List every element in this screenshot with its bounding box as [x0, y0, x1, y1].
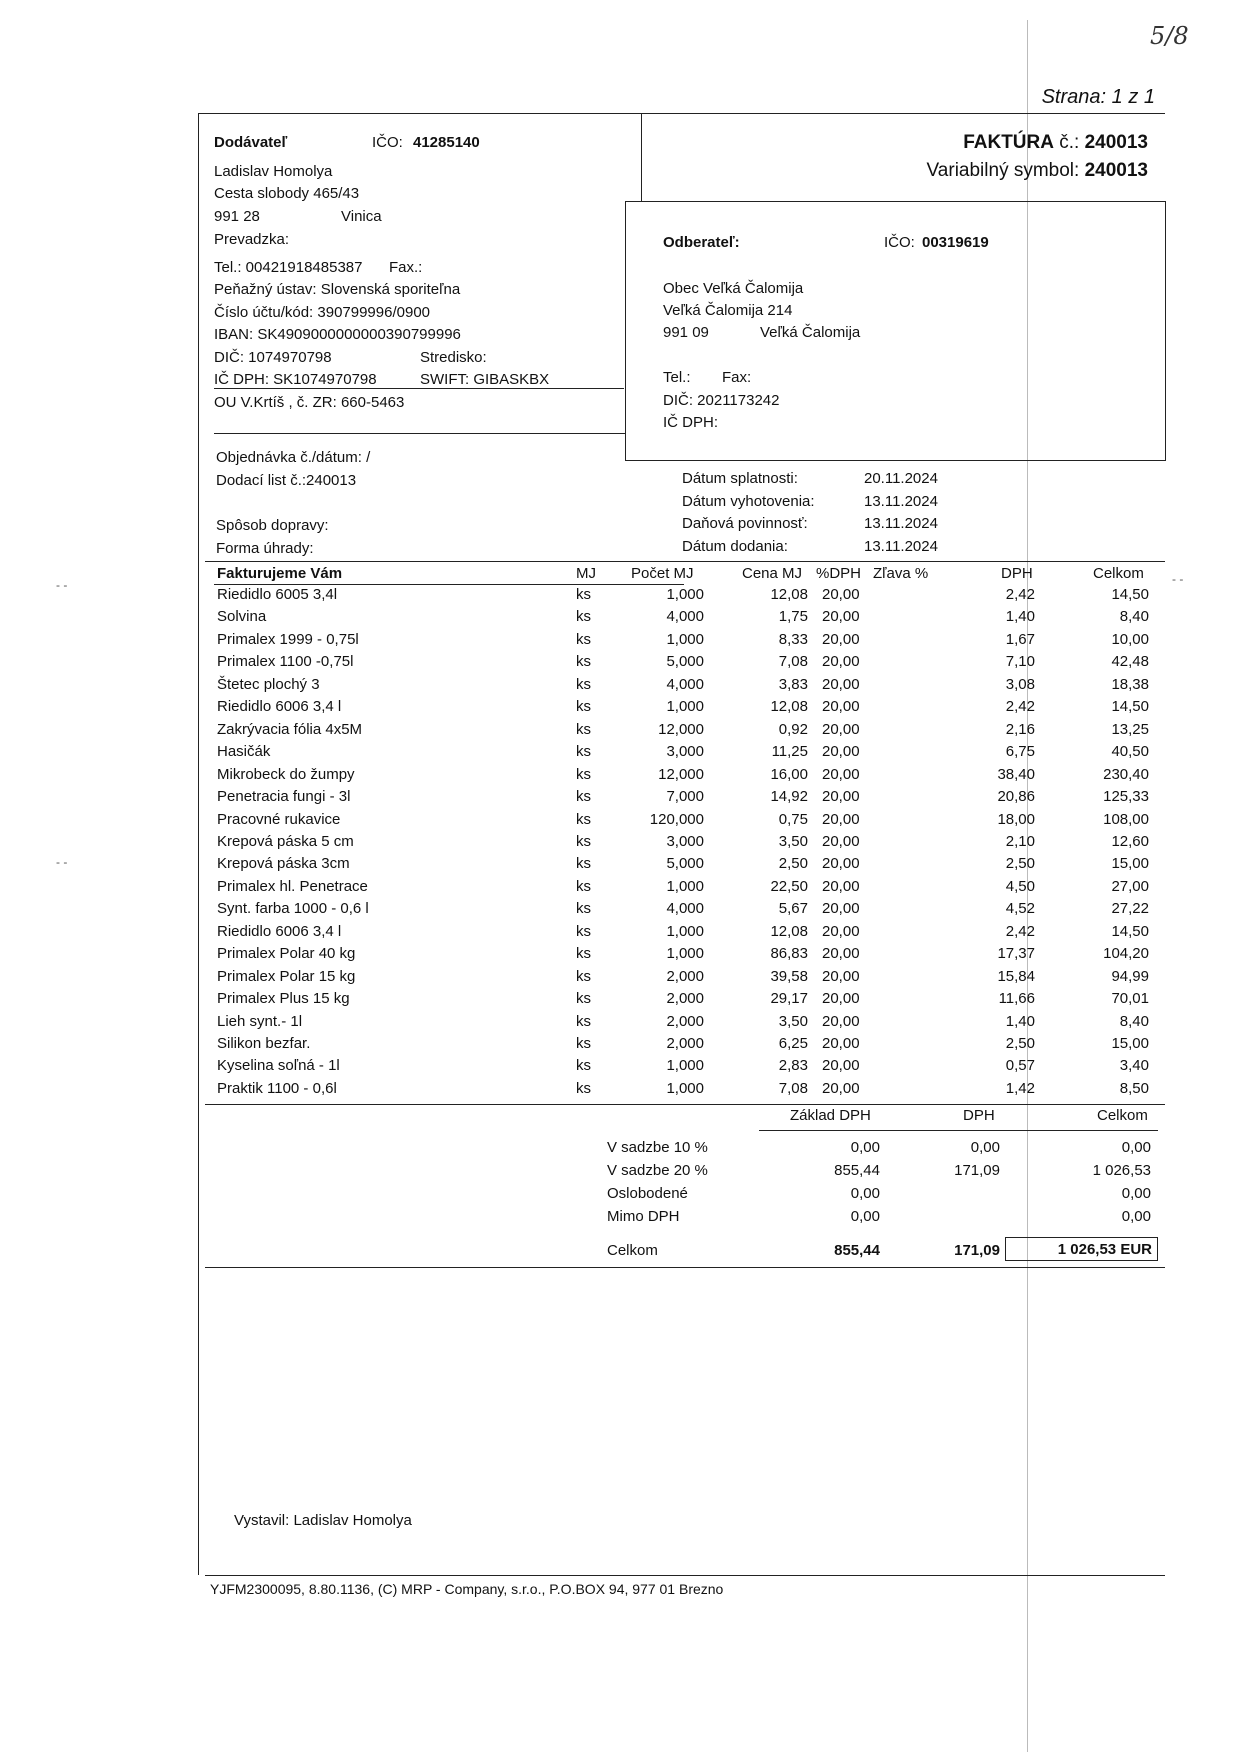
- item-unit-price: 3,50: [778, 832, 808, 850]
- summary-dph: 0,00: [970, 1139, 1000, 1156]
- item-unit-price: 14,92: [770, 788, 808, 806]
- table-row: [0, 653, 1239, 676]
- item-vat: 4,52: [1005, 900, 1035, 918]
- item-unit: ks: [576, 788, 591, 806]
- table-row: [0, 968, 1239, 991]
- item-quantity: 1,000: [666, 586, 704, 603]
- software-footer: YJFM2300095, 8.80.1136, (C) MRP - Company, s.r.o., P.O.BOX 94, 977 01 Brezno: [210, 1581, 724, 1597]
- table-row: [0, 1013, 1239, 1036]
- table-row: [0, 1035, 1239, 1058]
- margin-mark: - -: [56, 578, 68, 592]
- table-row: [0, 855, 1239, 878]
- item-unit-price: 0,75: [778, 810, 808, 828]
- item-vat: 1,40: [1005, 608, 1035, 626]
- table-row: [0, 743, 1239, 766]
- table-row: [0, 833, 1239, 856]
- customer-heading: Odberateľ:: [663, 234, 740, 251]
- item-vat: 17,37: [997, 945, 1035, 963]
- table-body: [0, 586, 1239, 1106]
- item-total: 3,40: [1119, 1057, 1149, 1075]
- supplier-ico-label: IČO:: [372, 134, 403, 151]
- item-unit: ks: [576, 877, 591, 895]
- item-unit: ks: [576, 1035, 591, 1052]
- table-row: [0, 1057, 1239, 1080]
- item-vat-rate: 20,00: [822, 675, 860, 693]
- item-name: Solvina: [217, 608, 267, 626]
- item-vat-rate: 20,00: [822, 967, 860, 985]
- supplier-underline: [214, 388, 624, 389]
- item-quantity: 2,000: [666, 1012, 704, 1030]
- item-vat: 2,10: [1005, 832, 1035, 850]
- item-vat-rate: 20,00: [822, 743, 860, 761]
- item-vat: 2,42: [1005, 698, 1035, 716]
- table-row: [0, 676, 1239, 699]
- date-label: Dátum dodania:: [682, 538, 788, 555]
- customer-street: Veľká Čalomija 214: [663, 302, 793, 319]
- supplier-ico: 41285140: [413, 134, 480, 151]
- item-unit-price: 5,67: [778, 900, 808, 918]
- item-total: 8,40: [1119, 608, 1149, 626]
- supplier-dic: DIČ: 1074970798: [214, 349, 332, 366]
- customer-ico: 00319619: [922, 234, 989, 251]
- item-total: 18,38: [1111, 675, 1149, 693]
- item-total: 125,33: [1103, 788, 1149, 806]
- item-total: 104,20: [1103, 945, 1149, 963]
- item-unit-price: 3,50: [778, 1012, 808, 1030]
- table-row: [0, 811, 1239, 834]
- summary-celkom: 0,00: [1121, 1185, 1151, 1202]
- item-unit: ks: [576, 765, 591, 783]
- table-row: [0, 990, 1239, 1013]
- header-mj: MJ: [576, 565, 596, 582]
- header-pct: %DPH: [816, 565, 862, 582]
- summary-header-underline: [759, 1130, 1158, 1131]
- item-vat: 2,42: [1005, 586, 1035, 603]
- item-vat: 4,50: [1005, 877, 1035, 895]
- item-unit-price: 86,83: [770, 945, 808, 963]
- supplier-prevadzka: Prevadzka:: [214, 231, 290, 248]
- item-vat: 18,00: [997, 810, 1035, 828]
- summary-celkom: 0,00: [1121, 1139, 1151, 1156]
- customer-icdph: IČ DPH:: [663, 414, 719, 431]
- item-name: Synt. farba 1000 - 0,6 l: [217, 900, 369, 918]
- item-total: 230,40: [1103, 765, 1149, 783]
- item-quantity: 12,000: [658, 765, 704, 783]
- item-unit-price: 0,92: [778, 720, 808, 738]
- item-unit-price: 7,08: [778, 1079, 808, 1097]
- summary-zaklad: 0,00: [850, 1208, 880, 1225]
- item-unit-price: 12,08: [770, 586, 808, 603]
- table-row: [0, 766, 1239, 789]
- table-row: [0, 923, 1239, 946]
- item-name: Riedidlo 6006 3,4 l: [217, 922, 342, 940]
- item-vat: 0,57: [1005, 1057, 1035, 1075]
- item-unit: ks: [576, 810, 591, 828]
- table-header-underline: [214, 584, 684, 585]
- item-vat-rate: 20,00: [822, 855, 860, 873]
- item-unit-price: 7,08: [778, 653, 808, 671]
- item-unit: ks: [576, 855, 591, 873]
- table-top-line: [205, 561, 1165, 562]
- table-row: [0, 1080, 1239, 1103]
- item-name: Mikrobeck do žumpy: [217, 765, 355, 783]
- date-label: Daňová povinnosť:: [682, 515, 808, 532]
- frame-bottom-line: [205, 1575, 1165, 1576]
- item-quantity: 1,000: [666, 877, 704, 895]
- date-label: Dátum splatnosti:: [682, 470, 798, 487]
- header-name: Fakturujeme Vám: [217, 565, 343, 582]
- table-bottom-line: [205, 1104, 1165, 1105]
- table-row: [0, 608, 1239, 631]
- summary-zaklad: 0,00: [850, 1139, 880, 1156]
- supplier-tel: Tel.: 00421918485387: [214, 259, 363, 276]
- table-row: [0, 586, 1239, 609]
- summary-celkom: 0,00: [1121, 1208, 1151, 1225]
- item-vat: 3,08: [1005, 675, 1035, 693]
- order-number: Objednávka č./dátum: /: [216, 449, 371, 466]
- item-total: 14,50: [1111, 698, 1149, 716]
- item-name: Pracovné rukavice: [217, 810, 341, 828]
- customer-zip: 991 09: [663, 324, 709, 341]
- delivery-note: Dodací list č.:240013: [216, 472, 357, 489]
- date-value: 20.11.2024: [864, 470, 938, 487]
- supplier-iban: IBAN: SK4909000000000390799996: [214, 326, 461, 343]
- item-quantity: 3,000: [666, 832, 704, 850]
- item-unit-price: 12,08: [770, 922, 808, 940]
- item-name: Primalex Polar 40 kg: [217, 945, 356, 963]
- item-unit-price: 16,00: [770, 765, 808, 783]
- invoice-title-prefix: FAKTÚRA: [963, 132, 1054, 153]
- item-total: 8,40: [1119, 1012, 1149, 1030]
- item-vat-rate: 20,00: [822, 1057, 860, 1075]
- table-row: [0, 878, 1239, 901]
- customer-dic: DIČ: 2021173242: [663, 392, 780, 409]
- item-vat-rate: 20,00: [822, 877, 860, 895]
- item-total: 14,50: [1111, 586, 1149, 603]
- summary-bottom-line: [205, 1267, 1165, 1268]
- issued-by: Vystavil: Ladislav Homolya: [234, 1512, 412, 1529]
- supplier-icdph: IČ DPH: SK1074970798: [214, 371, 377, 388]
- invoice-number: 240013: [1084, 132, 1148, 153]
- item-vat-rate: 20,00: [822, 788, 860, 806]
- item-vat-rate: 20,00: [822, 900, 860, 918]
- handwritten-page-mark: 5/8: [1150, 22, 1189, 50]
- item-unit: ks: [576, 586, 591, 603]
- item-unit-price: 12,08: [770, 698, 808, 716]
- item-total: 27,22: [1111, 900, 1149, 918]
- item-unit: ks: [576, 1057, 591, 1075]
- supplier-zip: 991 28: [214, 208, 260, 225]
- customer-fax: Fax:: [722, 369, 752, 386]
- total-amount: 1 026,53 EUR: [1057, 1241, 1152, 1258]
- date-value: 13.11.2024: [864, 538, 938, 555]
- item-unit-price: 1,75: [778, 608, 808, 626]
- supplier-account: Číslo účtu/kód: 390799996/0900: [214, 304, 430, 321]
- item-vat-rate: 20,00: [822, 586, 860, 603]
- item-name: Penetracia fungi - 3l: [217, 788, 351, 806]
- supplier-stredisko: Stredisko:: [420, 349, 487, 366]
- customer-ico-label: IČO:: [884, 234, 915, 251]
- item-quantity: 1,000: [666, 1079, 704, 1097]
- item-vat-rate: 20,00: [822, 608, 860, 626]
- header-zlava: Zľava %: [873, 565, 929, 582]
- item-unit-price: 39,58: [770, 967, 808, 985]
- item-vat: 2,50: [1005, 855, 1035, 873]
- payment-method: Forma úhrady:: [216, 540, 314, 557]
- item-quantity: 120,000: [649, 810, 704, 828]
- supplier-bank: Peňažný ústav: Slovenská sporiteľna: [214, 281, 461, 298]
- item-total: 70,01: [1111, 990, 1149, 1008]
- total-label: Celkom: [607, 1242, 658, 1259]
- item-unit: ks: [576, 967, 591, 985]
- item-quantity: 7,000: [666, 788, 704, 806]
- item-unit-price: 2,83: [778, 1057, 808, 1075]
- item-vat-rate: 20,00: [822, 1012, 860, 1030]
- item-total: 12,60: [1111, 832, 1149, 850]
- summary-label: Mimo DPH: [607, 1208, 680, 1225]
- item-vat: 1,42: [1005, 1079, 1035, 1097]
- item-name: Praktik 1100 - 0,6l: [217, 1079, 337, 1097]
- summary-dph: 171,09: [954, 1162, 1000, 1179]
- item-quantity: 2,000: [666, 1035, 704, 1052]
- item-total: 94,99: [1111, 967, 1149, 985]
- item-quantity: 1,000: [666, 1057, 704, 1075]
- item-vat: 1,40: [1005, 1012, 1035, 1030]
- summary-zaklad: 0,00: [850, 1185, 880, 1202]
- header-divider: [641, 113, 642, 201]
- item-vat-rate: 20,00: [822, 832, 860, 850]
- table-row: [0, 698, 1239, 721]
- summary-label: V sadzbe 10 %: [607, 1139, 708, 1156]
- item-total: 108,00: [1103, 810, 1149, 828]
- item-unit-price: 22,50: [770, 877, 808, 895]
- item-quantity: 1,000: [666, 922, 704, 940]
- header-dph: DPH: [1001, 565, 1033, 582]
- invoice-title-suffix: č.:: [1059, 132, 1080, 153]
- item-quantity: 4,000: [666, 675, 704, 693]
- item-total: 13,25: [1111, 720, 1149, 738]
- item-total: 27,00: [1111, 877, 1149, 895]
- item-unit: ks: [576, 743, 591, 761]
- margin-mark: - -: [56, 855, 68, 869]
- item-name: Riedidlo 6005 3,4l: [217, 586, 338, 603]
- summary-header-dph: DPH: [963, 1107, 995, 1124]
- item-name: Zakrývacia fólia 4x5M: [217, 720, 363, 738]
- item-unit: ks: [576, 675, 591, 693]
- item-unit: ks: [576, 720, 591, 738]
- item-unit-price: 2,50: [778, 855, 808, 873]
- item-quantity: 2,000: [666, 990, 704, 1008]
- item-total: 40,50: [1111, 743, 1149, 761]
- item-vat-rate: 20,00: [822, 720, 860, 738]
- item-quantity: 3,000: [666, 743, 704, 761]
- supplier-name: Ladislav Homolya: [214, 163, 333, 180]
- header-pocet: Počet MJ: [631, 565, 694, 582]
- item-total: 10,00: [1111, 630, 1149, 648]
- supplier-city: Vinica: [341, 208, 382, 225]
- item-vat: 2,42: [1005, 922, 1035, 940]
- customer-tel: Tel.:: [663, 369, 691, 386]
- item-vat: 6,75: [1005, 743, 1035, 761]
- transport-method: Spôsob dopravy:: [216, 517, 329, 534]
- summary-header-celkom: Celkom: [1097, 1107, 1148, 1124]
- variable-symbol: [650, 160, 1148, 182]
- table-row: [0, 631, 1239, 654]
- table-row: [0, 900, 1239, 923]
- item-unit: ks: [576, 990, 591, 1008]
- item-vat: 20,86: [997, 788, 1035, 806]
- item-vat: 15,84: [997, 967, 1035, 985]
- item-quantity: 4,000: [666, 608, 704, 626]
- item-vat-rate: 20,00: [822, 653, 860, 671]
- variable-symbol-label: Variabilný symbol:: [926, 160, 1080, 181]
- header-cena: Cena MJ: [742, 565, 803, 582]
- item-vat-rate: 20,00: [822, 922, 860, 940]
- item-unit-price: 3,83: [778, 675, 808, 693]
- item-name: Krepová páska 3cm: [217, 855, 350, 873]
- date-value: 13.11.2024: [864, 493, 938, 510]
- summary-celkom: 1 026,53: [1092, 1162, 1151, 1179]
- item-quantity: 4,000: [666, 900, 704, 918]
- customer-name: Obec Veľká Čalomija: [663, 280, 804, 297]
- item-vat-rate: 20,00: [822, 1035, 860, 1052]
- item-name: Primalex Plus 15 kg: [217, 990, 350, 1008]
- item-quantity: 1,000: [666, 630, 704, 648]
- item-vat-rate: 20,00: [822, 698, 860, 716]
- supplier-heading: Dodávateľ: [214, 134, 288, 151]
- item-vat-rate: 20,00: [822, 630, 860, 648]
- item-name: Lieh synt.- 1l: [217, 1012, 303, 1030]
- item-unit: ks: [576, 945, 591, 963]
- supplier-bottom-line: [214, 433, 625, 434]
- summary-header-zaklad: Základ DPH: [790, 1107, 871, 1124]
- invoice-title: [650, 132, 1148, 154]
- item-vat-rate: 20,00: [822, 945, 860, 963]
- item-name: Štetec plochý 3: [217, 675, 320, 693]
- header-celkom: Celkom: [1093, 565, 1144, 582]
- item-vat-rate: 20,00: [822, 990, 860, 1008]
- item-unit: ks: [576, 900, 591, 918]
- item-unit: ks: [576, 922, 591, 940]
- item-quantity: 5,000: [666, 855, 704, 873]
- supplier-fax: Fax.:: [389, 259, 423, 276]
- item-name: Primalex 1100 -0,75l: [217, 653, 354, 671]
- item-vat-rate: 20,00: [822, 765, 860, 783]
- table-row: [0, 788, 1239, 811]
- table-row: [0, 721, 1239, 744]
- item-unit: ks: [576, 1012, 591, 1030]
- margin-mark: - -: [1172, 572, 1184, 586]
- item-unit: ks: [576, 1079, 591, 1097]
- item-vat: 7,10: [1005, 653, 1035, 671]
- item-name: Hasičák: [217, 743, 271, 761]
- item-name: Kyselina soľná - 1l: [217, 1057, 340, 1075]
- supplier-swift: SWIFT: GIBASKBX: [420, 371, 550, 388]
- customer-city: Veľká Čalomija: [760, 324, 861, 341]
- item-unit-price: 11,25: [771, 743, 808, 761]
- item-total: 15,00: [1111, 855, 1149, 873]
- item-name: Krepová páska 5 cm: [217, 832, 354, 850]
- item-unit: ks: [576, 630, 591, 648]
- item-vat: 38,40: [997, 765, 1035, 783]
- item-quantity: 1,000: [666, 698, 704, 716]
- item-total: 42,48: [1111, 653, 1149, 671]
- item-name: Riedidlo 6006 3,4 l: [217, 698, 342, 716]
- item-quantity: 2,000: [666, 967, 704, 985]
- total-dph: 171,09: [954, 1242, 1000, 1259]
- item-quantity: 12,000: [658, 720, 704, 738]
- supplier-street: Cesta slobody 465/43: [214, 185, 360, 202]
- item-total: 14,50: [1111, 922, 1149, 940]
- item-name: Primalex 1999 - 0,75l: [217, 630, 359, 648]
- item-unit-price: 8,33: [778, 630, 808, 648]
- total-zaklad: 855,44: [834, 1242, 880, 1259]
- item-name: Primalex Polar 15 kg: [217, 967, 356, 985]
- item-quantity: 1,000: [666, 945, 704, 963]
- date-label: Dátum vyhotovenia:: [682, 493, 815, 510]
- item-unit-price: 29,17: [770, 990, 808, 1008]
- page-label: Strana: 1 z 1: [1041, 86, 1155, 108]
- supplier-register: OU V.Krtíš , č. ZR: 660-5463: [214, 394, 405, 411]
- summary-label: Oslobodené: [607, 1185, 688, 1202]
- item-name: Primalex hl. Penetrace: [217, 877, 368, 895]
- item-total: 15,00: [1111, 1035, 1149, 1052]
- item-quantity: 5,000: [666, 653, 704, 671]
- item-vat-rate: 20,00: [822, 810, 860, 828]
- date-value: 13.11.2024: [864, 515, 938, 532]
- item-unit-price: 6,25: [778, 1035, 808, 1052]
- item-vat-rate: 20,00: [822, 1079, 860, 1097]
- item-unit: ks: [576, 608, 591, 626]
- item-vat: 2,16: [1005, 720, 1035, 738]
- summary-label: V sadzbe 20 %: [607, 1162, 708, 1179]
- item-total: 8,50: [1119, 1079, 1149, 1097]
- item-name: Silikon bezfar.: [217, 1035, 311, 1052]
- item-unit: ks: [576, 832, 591, 850]
- item-unit: ks: [576, 653, 591, 671]
- item-vat: 2,50: [1005, 1035, 1035, 1052]
- item-unit: ks: [576, 698, 591, 716]
- summary-zaklad: 855,44: [834, 1162, 880, 1179]
- table-row: [0, 945, 1239, 968]
- variable-symbol-value: 240013: [1084, 160, 1148, 181]
- item-vat: 1,67: [1005, 630, 1035, 648]
- item-vat: 11,66: [998, 990, 1035, 1008]
